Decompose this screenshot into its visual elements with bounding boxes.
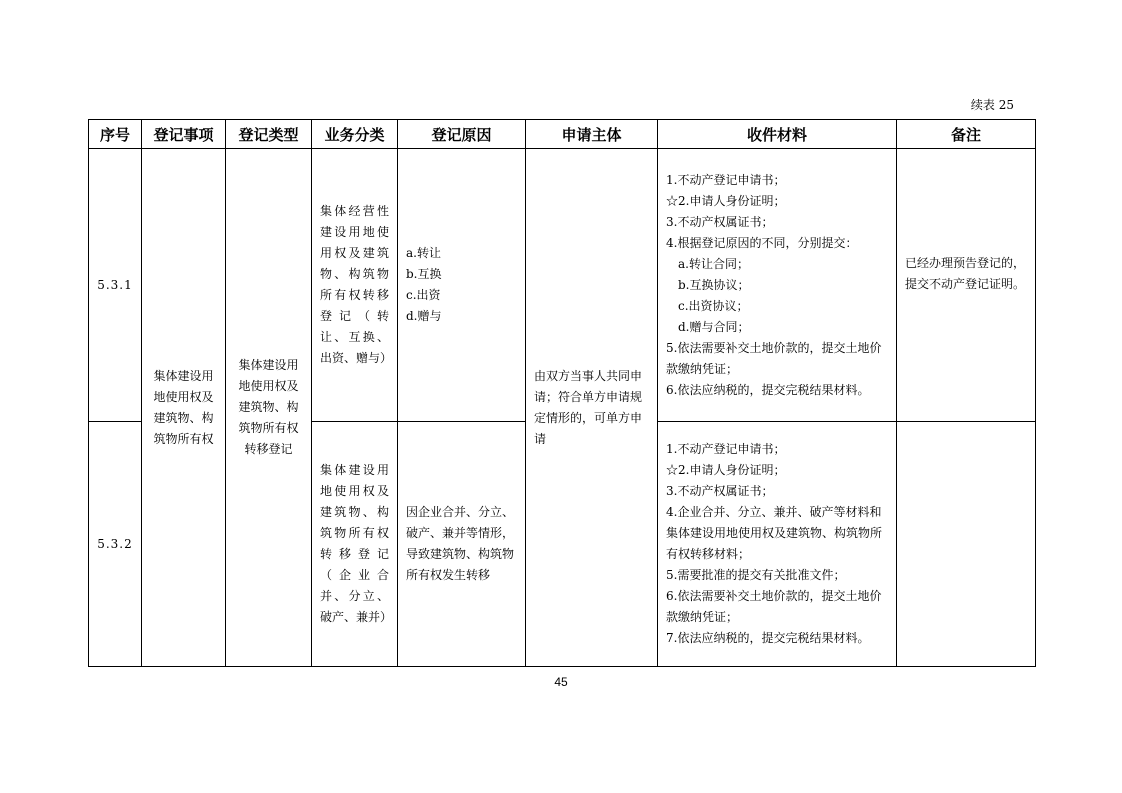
continued-table-label: 续表 25 bbox=[970, 98, 1014, 112]
material-item: ☆2.申请人身份证明； bbox=[666, 463, 786, 477]
material-item: 6.依法需要补交土地价款的，提交土地价款缴纳凭证； bbox=[666, 589, 882, 624]
header-seq: 序号 bbox=[89, 120, 142, 149]
table-header-row bbox=[89, 120, 1036, 149]
header-category: 业务分类 bbox=[312, 120, 398, 149]
material-subitem: b.互换协议； bbox=[678, 277, 750, 292]
header-materials: 收件材料 bbox=[658, 120, 897, 149]
header-matter: 登记事项 bbox=[142, 120, 226, 149]
notes-cell bbox=[897, 422, 1036, 667]
header-applicant: 申请主体 bbox=[526, 120, 658, 149]
material-subitem: a.转让合同； bbox=[678, 256, 749, 271]
material-item: 5.依法需要补交土地价款的，提交土地价款缴纳凭证； bbox=[666, 340, 882, 376]
reason-item: c.出资 bbox=[406, 288, 441, 302]
row-seq: 5.3.2 bbox=[89, 422, 142, 667]
material-item: 7.依法应纳税的，提交完税结果材料。 bbox=[666, 631, 870, 645]
material-item: 5.需要批准的提交有关批准文件； bbox=[666, 568, 846, 582]
reason-item: d.赠与 bbox=[406, 309, 442, 323]
materials-cell bbox=[658, 422, 897, 667]
category-cell: 集体建设用地使用权及建筑物、构筑物所有权转移登记（企业合并、分立、破产、兼并） bbox=[312, 422, 398, 667]
material-item: 4.企业合并、分立、兼并、破产等材料和集体建设用地使用权及建筑物、构筑物所有权转移材料； bbox=[666, 505, 883, 561]
reg-type-cell: 集体建设用地使用权及建筑物、构筑物所有权转移登记 bbox=[226, 149, 312, 667]
material-item: ☆2.申请人身份证明； bbox=[666, 193, 786, 208]
material-subitem: c.出资协议； bbox=[678, 298, 749, 313]
page-number: 45 bbox=[554, 675, 568, 689]
header-reason: 登记原因 bbox=[398, 120, 526, 149]
header-notes: 备注 bbox=[897, 120, 1036, 149]
reason-cell bbox=[398, 149, 526, 422]
category-cell: 集体经营性建设用地使用权及建筑物、构筑物所有权转移登记（转让、互换、出资、赠与） bbox=[312, 149, 398, 422]
reason-item: a.转让 bbox=[406, 246, 441, 260]
header-reg-type: 登记类型 bbox=[226, 120, 312, 149]
notes-cell: 已经办理预告登记的，提交不动产登记证明。 bbox=[897, 149, 1036, 422]
reason-cell: 因企业合并、分立、破产、兼并等情形，导致建筑物、构筑物所有权发生转移 bbox=[398, 422, 526, 667]
reason-item: b.互换 bbox=[406, 267, 442, 281]
table-row bbox=[89, 149, 1036, 422]
registration-table bbox=[88, 119, 1036, 667]
material-item: 6.依法应纳税的，提交完税结果材料。 bbox=[666, 382, 870, 397]
material-item: 4.根据登记原因的不同，分别提交： bbox=[666, 235, 858, 250]
material-subitem: d.赠与合同； bbox=[678, 319, 750, 334]
matter-cell: 集体建设用地使用权及建筑物、构筑物所有权 bbox=[142, 149, 226, 667]
row-seq: 5.3.1 bbox=[89, 149, 142, 422]
material-item: 1.不动产登记申请书； bbox=[666, 442, 786, 456]
material-item: 3.不动产权属证书； bbox=[666, 484, 774, 498]
material-item: 1.不动产登记申请书； bbox=[666, 172, 786, 187]
materials-cell bbox=[658, 149, 897, 422]
applicant-cell: 由双方当事人共同申请；符合单方申请规定情形的，可单方申请 bbox=[526, 149, 658, 667]
material-item: 3.不动产权属证书； bbox=[666, 214, 774, 229]
